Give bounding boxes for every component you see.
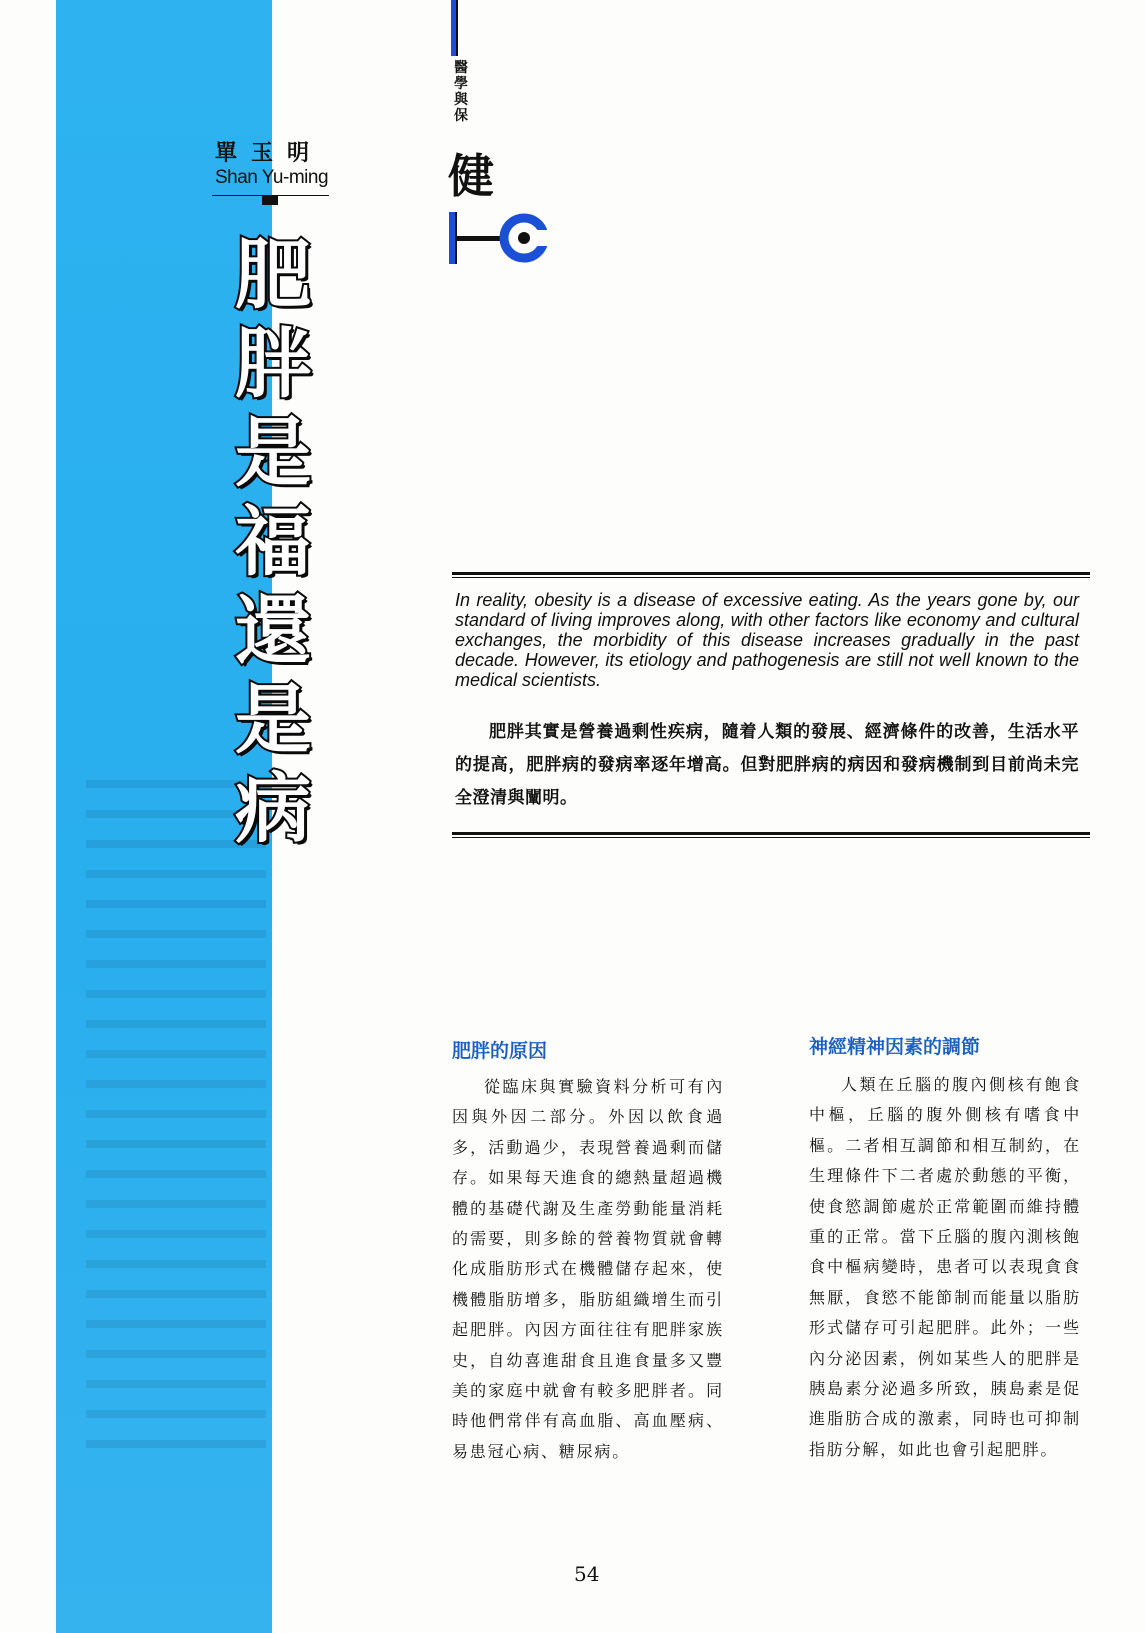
section-label-vertical: 醫學與保	[454, 60, 468, 124]
title-char: 福	[235, 497, 311, 586]
section-heading-neuro: 神經精神因素的調節	[809, 1036, 981, 1058]
abstract-bottom-rule-thin	[452, 837, 1090, 838]
author-name-english: Shan Yu-ming	[215, 167, 329, 188]
abstract-english: In reality, obesity is a disease of excessive eating. As the years gone by, our standard of living improves along, with other factors like economy and cultural exchanges, the morbidity of this disease increases gradually in the past decade. However, its etiology and pathogenesis are still not well known to the medical scientists.	[455, 590, 1079, 690]
author-marker	[262, 196, 278, 205]
title-char: 病	[235, 764, 311, 853]
abstract-bottom-rule	[452, 832, 1090, 835]
title-char: 肥	[235, 230, 311, 319]
article-title	[225, 230, 321, 853]
title-char: 是	[235, 408, 311, 497]
title-char: 還	[235, 586, 311, 675]
abstract-top-rule	[452, 572, 1090, 575]
section-label-big: 健	[448, 149, 494, 203]
logo-mark-text: HC	[559, 260, 561, 261]
author-name-chinese: 單玉明	[215, 140, 324, 166]
abstract-chinese: 肥胖其實是營養過剩性疾病，隨着人類的發展、經濟條件的改善，生活水平的提高，肥胖病的發病率逐年增高。但對肥胖病的病因和發病機制到目前尚未完全澄清與闡明。	[455, 722, 1079, 808]
logo-bar-shadow	[456, 0, 458, 56]
abstract-top-rule-thin	[452, 577, 1090, 578]
faded-background-text	[86, 780, 266, 1460]
section-body-neuro: 人類在丘腦的腹內側核有飽食中樞，丘腦的腹外側核有嗜食中樞。二者相互調節和相互制約，在生理條件下二者處於動態的平衡，使食慾調節處於正常範圍而維持體重的正常。當下丘腦的腹內測核飽食中樞病變時，患者可以表現貪食無厭，食慾不能節制而能量以脂肪形式儲存可引起肥胖。此外；一些內分泌因素，例如某些人的肥胖是胰島素分泌過多所致，胰島素是促進脂肪合成的激素，同時也可抑制指肪分解，如此也會引起肥胖。	[809, 1075, 1081, 1459]
title-char: 胖	[235, 319, 311, 408]
section-heading-causes: 肥胖的原因	[452, 1040, 548, 1062]
page-number: 54	[574, 1562, 600, 1586]
title-char: 是	[235, 675, 311, 764]
section-body-causes: 從臨床與實驗資料分析可有內因與外因二部分。外因以飲食過多，活動過少，表現營養過剩而儲存。如果每天進食的總熱量超過機體的基礎代謝及生產勞動能量消耗的需要，則多餘的營養物質就會轉化成脂肪形式在機體儲存起來，使機體脂肪增多，脂肪組織增生而引起肥胖。內因方面往往有肥胖家族史，自幼喜進甜食且進食量多又豐美的家庭中就會有較多肥胖者。同時他們常伴有高血脂、高血壓病、易患冠心病、糖尿病。	[452, 1077, 724, 1461]
hc-logo-icon	[449, 212, 573, 264]
